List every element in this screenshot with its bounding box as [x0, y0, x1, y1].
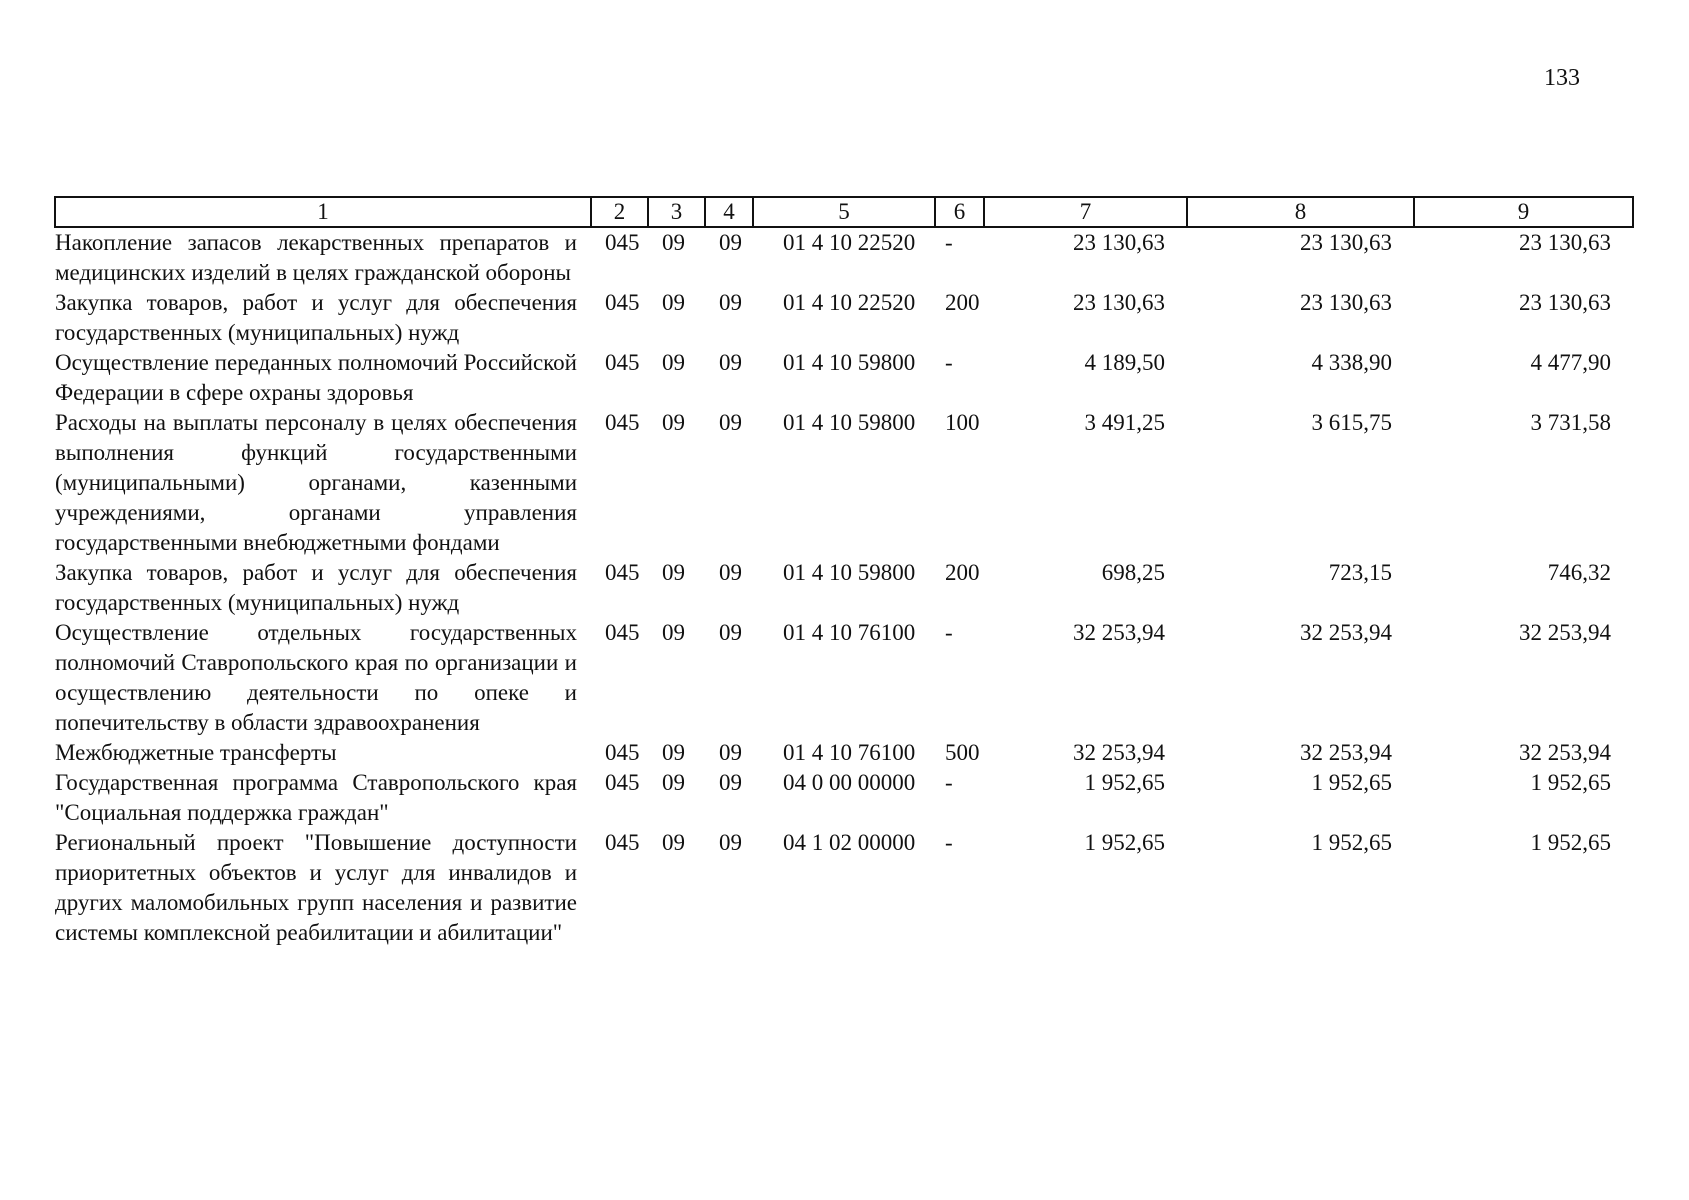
row-code-5: 01 4 10 59800	[783, 350, 916, 375]
table-body	[55, 227, 1633, 948]
row-code-2: 045	[605, 350, 640, 375]
row-amount-8: 23 130,63	[1300, 230, 1392, 255]
row-amount-7: 32 253,94	[1073, 740, 1165, 765]
table-row	[55, 768, 1633, 828]
row-amount-7: 3 491,25	[1084, 410, 1165, 435]
row-code-5: 04 0 00 00000	[783, 770, 916, 795]
row-code-2: 045	[605, 770, 640, 795]
table-row	[55, 828, 1633, 948]
row-code-3: 09	[662, 290, 685, 315]
row-amount-7: 698,25	[1101, 560, 1165, 585]
row-code-3: 09	[662, 830, 685, 855]
row-name: Осуществление переданных полномочий Российской Федерации в сфере охраны здоровья	[55, 350, 577, 405]
row-code-5: 01 4 10 59800	[783, 410, 916, 435]
row-code-5: 01 4 10 76100	[783, 620, 916, 645]
row-code-3: 09	[662, 620, 685, 645]
row-code-2: 045	[605, 410, 640, 435]
row-code-3: 09	[662, 230, 685, 255]
table-row	[55, 408, 1633, 558]
page-number: 133	[1544, 65, 1580, 91]
row-code-3: 09	[662, 560, 685, 585]
column-header-1: 1	[55, 197, 591, 227]
column-header-3: 3	[648, 197, 705, 227]
row-code-3: 09	[662, 410, 685, 435]
row-amount-7: 1 952,65	[1084, 770, 1165, 795]
row-amount-9: 23 130,63	[1519, 230, 1611, 255]
row-code-5: 01 4 10 59800	[783, 560, 916, 585]
row-name: Накопление запасов лекарственных препаратов и медицинских изделий в целях гражданской обороны	[55, 230, 577, 285]
row-code-4: 09	[719, 620, 742, 645]
row-code-4: 09	[719, 830, 742, 855]
row-code-4: 09	[719, 560, 742, 585]
row-code-6: -	[945, 350, 953, 375]
row-code-3: 09	[662, 350, 685, 375]
row-amount-8: 3 615,75	[1311, 410, 1392, 435]
row-amount-9: 32 253,94	[1519, 620, 1611, 645]
row-amount-9: 4 477,90	[1530, 350, 1611, 375]
column-header-6: 6	[935, 197, 984, 227]
row-code-2: 045	[605, 560, 640, 585]
row-code-2: 045	[605, 830, 640, 855]
row-amount-8: 23 130,63	[1300, 290, 1392, 315]
row-name: Государственная программа Ставропольского края "Социальная поддержка граждан"	[55, 770, 577, 825]
table-row	[55, 288, 1633, 348]
row-amount-8: 32 253,94	[1300, 740, 1392, 765]
row-amount-9: 1 952,65	[1530, 770, 1611, 795]
row-name: Региональный проект "Повышение доступности приоритетных объектов и услуг для инвалидов и других маломобильных групп населения и развитие системы комплексной реабилитации и абилитации"	[55, 830, 577, 945]
row-code-5: 04 1 02 00000	[783, 830, 916, 855]
row-amount-8: 723,15	[1328, 560, 1392, 585]
budget-table	[54, 196, 1634, 948]
row-amount-7: 1 952,65	[1084, 830, 1165, 855]
row-code-4: 09	[719, 350, 742, 375]
row-code-4: 09	[719, 740, 742, 765]
row-amount-9: 3 731,58	[1530, 410, 1611, 435]
row-amount-8: 1 952,65	[1311, 770, 1392, 795]
column-header-4: 4	[705, 197, 753, 227]
row-code-6: 200	[945, 560, 980, 585]
row-name: Осуществление отдельных государственных полномочий Ставропольского края по организации и осуществлению деятельности по опеке и попечительству в области здравоохранения	[55, 620, 577, 735]
row-code-5: 01 4 10 22520	[783, 290, 916, 315]
table-row	[55, 558, 1633, 618]
row-amount-8: 32 253,94	[1300, 620, 1392, 645]
row-code-4: 09	[719, 410, 742, 435]
row-code-5: 01 4 10 22520	[783, 230, 916, 255]
row-code-6: -	[945, 620, 953, 645]
row-name: Расходы на выплаты персоналу в целях обеспечения выполнения функций государственными (муниципальными) органами, казенными учреждениями, органами управления государственными внебюджетными фондами	[55, 410, 577, 555]
row-amount-7: 23 130,63	[1073, 230, 1165, 255]
row-code-3: 09	[662, 770, 685, 795]
row-code-2: 045	[605, 230, 640, 255]
row-code-6: 200	[945, 290, 980, 315]
row-amount-9: 746,32	[1547, 560, 1611, 585]
row-amount-9: 1 952,65	[1530, 830, 1611, 855]
table-row	[55, 618, 1633, 738]
row-amount-9: 23 130,63	[1519, 290, 1611, 315]
table-row	[55, 227, 1633, 288]
row-code-6: -	[945, 830, 953, 855]
row-code-4: 09	[719, 770, 742, 795]
row-amount-7: 32 253,94	[1073, 620, 1165, 645]
row-code-6: -	[945, 770, 953, 795]
row-amount-9: 32 253,94	[1519, 740, 1611, 765]
row-code-3: 09	[662, 740, 685, 765]
table-row	[55, 348, 1633, 408]
row-amount-8: 1 952,65	[1311, 830, 1392, 855]
column-header-7: 7	[984, 197, 1187, 227]
row-amount-7: 4 189,50	[1084, 350, 1165, 375]
row-code-4: 09	[719, 230, 742, 255]
row-code-2: 045	[605, 620, 640, 645]
row-name: Закупка товаров, работ и услуг для обеспечения государственных (муниципальных) нужд	[55, 290, 577, 345]
header-row	[55, 197, 1633, 227]
column-header-9: 9	[1414, 197, 1633, 227]
row-code-5: 01 4 10 76100	[783, 740, 916, 765]
column-header-2: 2	[591, 197, 648, 227]
table-row	[55, 738, 1633, 768]
row-code-6: -	[945, 230, 953, 255]
table-header	[55, 197, 1633, 227]
row-code-2: 045	[605, 290, 640, 315]
column-header-8: 8	[1187, 197, 1414, 227]
row-code-2: 045	[605, 740, 640, 765]
row-amount-7: 23 130,63	[1073, 290, 1165, 315]
column-header-5: 5	[753, 197, 935, 227]
row-code-6: 100	[945, 410, 980, 435]
row-amount-8: 4 338,90	[1311, 350, 1392, 375]
row-name: Межбюджетные трансферты	[55, 740, 337, 765]
row-code-6: 500	[945, 740, 980, 765]
row-name: Закупка товаров, работ и услуг для обеспечения государственных (муниципальных) нужд	[55, 560, 577, 615]
row-code-4: 09	[719, 290, 742, 315]
